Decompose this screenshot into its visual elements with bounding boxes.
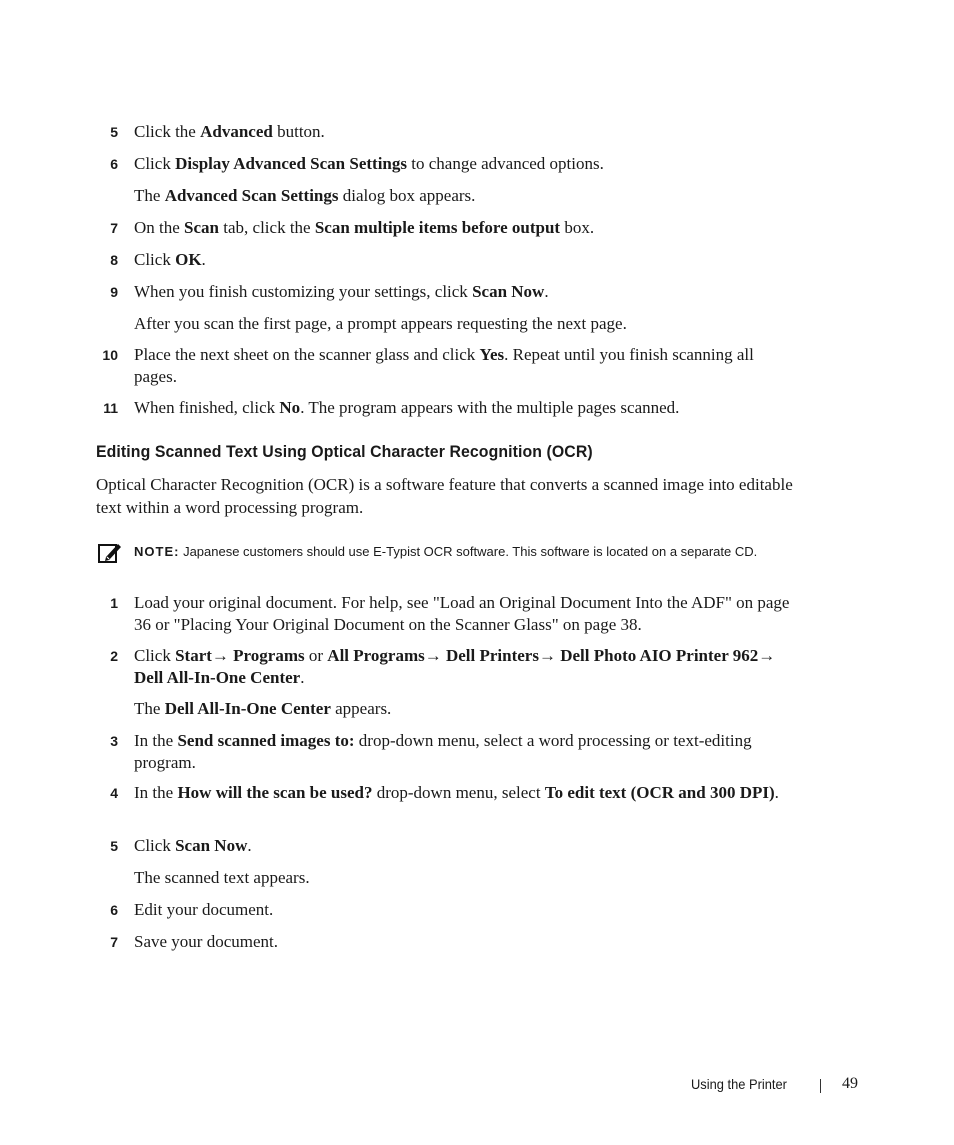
step-item — [96, 899, 796, 921]
step-number: 4 — [110, 785, 118, 801]
bold-term: Yes — [479, 345, 505, 364]
step-number: 7 — [110, 934, 118, 950]
step-number: 9 — [110, 284, 118, 300]
footer-divider — [820, 1079, 821, 1093]
text-run: tab, click the — [219, 218, 315, 237]
step-text — [134, 899, 796, 921]
text-run: Edit your document. — [134, 900, 274, 919]
step-number: 3 — [110, 733, 118, 749]
text-run: button. — [272, 122, 325, 141]
step-item — [96, 281, 796, 303]
text-run: Place the next sheet on the scanner glass and click — [134, 345, 480, 364]
step-text — [134, 153, 796, 175]
text-run: The scanned text appears. — [134, 868, 310, 887]
step-item — [96, 121, 796, 143]
text-run: In the — [134, 731, 178, 750]
text-run: to change advanced options. — [407, 154, 604, 173]
note-label: NOTE: — [134, 544, 180, 559]
step-item — [96, 344, 796, 388]
bold-term: Scan Now — [472, 282, 545, 301]
step-text — [134, 730, 796, 774]
text-run: When finished, click — [134, 398, 280, 417]
text-run: . Repeat until you finish scanning all pages. — [134, 345, 754, 386]
step-number: 1 — [110, 595, 118, 611]
text-run: Click — [134, 836, 176, 855]
step-number: 11 — [103, 400, 118, 416]
step-item — [96, 931, 796, 953]
step-item — [96, 153, 796, 175]
step-text — [134, 121, 796, 143]
text-run: Click — [134, 250, 176, 269]
text-run: drop-down menu, select — [372, 783, 545, 802]
text-run: The — [134, 186, 165, 205]
text-run: box. — [560, 218, 595, 237]
bold-term: Advanced Scan Settings — [164, 186, 339, 205]
bold-term: All Programs→ Dell Printers→ Dell Photo AIO Printer 962→ Dell All-In-One Center — [134, 646, 776, 687]
bold-term: Scan Now — [175, 836, 248, 855]
step-item — [96, 730, 796, 774]
text-run: appears. — [330, 699, 392, 718]
step-result-paragraph — [134, 867, 794, 889]
text-run: When you finish customizing your settings, click — [134, 282, 473, 301]
text-run: The — [134, 699, 165, 718]
text-run: dialog box appears. — [338, 186, 476, 205]
text-run: or — [304, 646, 328, 665]
bold-term: To edit text (OCR and 300 DPI) — [544, 783, 775, 802]
section-heading: Editing Scanned Text Using Optical Character Recognition (OCR) — [96, 443, 593, 461]
step-item — [96, 217, 796, 239]
step-number: 6 — [110, 902, 118, 918]
bold-term: Scan multiple items before output — [314, 218, 561, 237]
text-run: . — [544, 282, 549, 301]
text-run: Save your document. — [134, 932, 278, 951]
step-item — [96, 782, 796, 804]
text-run: Load your original document. For help, see "Load an Original Document Into the ADF" on page 36 or "Placing Your Original Document on the Scanner Glass" on page 38. — [134, 593, 790, 634]
note-pencil-icon — [98, 542, 122, 564]
step-item — [96, 645, 796, 689]
text-run: Click — [134, 646, 176, 665]
step-item — [96, 592, 796, 636]
step-result-paragraph — [134, 185, 794, 207]
step-text — [134, 344, 796, 388]
step-item — [96, 835, 796, 857]
bold-term: Display Advanced Scan Settings — [175, 154, 408, 173]
text-run: Click the — [134, 122, 201, 141]
step-text — [134, 782, 796, 804]
text-run: . — [201, 250, 206, 269]
step-text — [134, 397, 796, 419]
step-result-paragraph — [134, 698, 794, 720]
step-number: 5 — [110, 124, 118, 140]
step-number: 10 — [102, 347, 118, 363]
bold-term: Dell All-In-One Center — [164, 699, 331, 718]
step-number: 2 — [110, 648, 118, 664]
text-run: . The program appears with the multiple pages scanned. — [300, 398, 680, 417]
step-number: 7 — [110, 220, 118, 236]
page-number: 49 — [842, 1075, 858, 1092]
note-content — [134, 542, 796, 561]
text-run: drop-down menu, select a word processing or text-editing program. — [134, 731, 752, 772]
step-item — [96, 397, 796, 419]
note-box — [96, 542, 796, 561]
footer-section-title: Using the Printer — [691, 1076, 787, 1092]
step-text — [134, 249, 796, 271]
step-result-paragraph — [134, 313, 794, 335]
text-run: Click — [134, 154, 176, 173]
text-run: . — [300, 668, 305, 687]
step-text — [134, 281, 796, 303]
text-run: . — [774, 783, 779, 802]
bold-term: Send scanned images to: — [177, 731, 355, 750]
bold-term: OK — [175, 250, 202, 269]
step-text — [134, 645, 796, 689]
bold-term: Advanced — [200, 122, 273, 141]
step-text — [134, 931, 796, 953]
intro-paragraph: Optical Character Recognition (OCR) is a software feature that converts a scanned image into editable text within a word processing program. — [96, 475, 793, 517]
bold-term: No — [279, 398, 301, 417]
note-text: Japanese customers should use E-Typist OCR software. This software is located on a separate CD. — [179, 544, 758, 559]
text-run: In the — [134, 783, 178, 802]
step-text — [134, 217, 796, 239]
text-run: On the — [134, 218, 185, 237]
step-text — [134, 835, 796, 857]
text-run: . — [247, 836, 252, 855]
text-run: After you scan the first page, a prompt appears requesting the next page. — [134, 314, 627, 333]
bold-term: Start→ Programs — [175, 646, 305, 665]
bold-term: Scan — [184, 218, 220, 237]
step-number: 6 — [110, 156, 118, 172]
step-item — [96, 249, 796, 271]
bold-term: How will the scan be used? — [177, 783, 373, 802]
step-number: 8 — [110, 252, 118, 268]
step-text — [134, 592, 796, 636]
step-number: 5 — [110, 838, 118, 854]
